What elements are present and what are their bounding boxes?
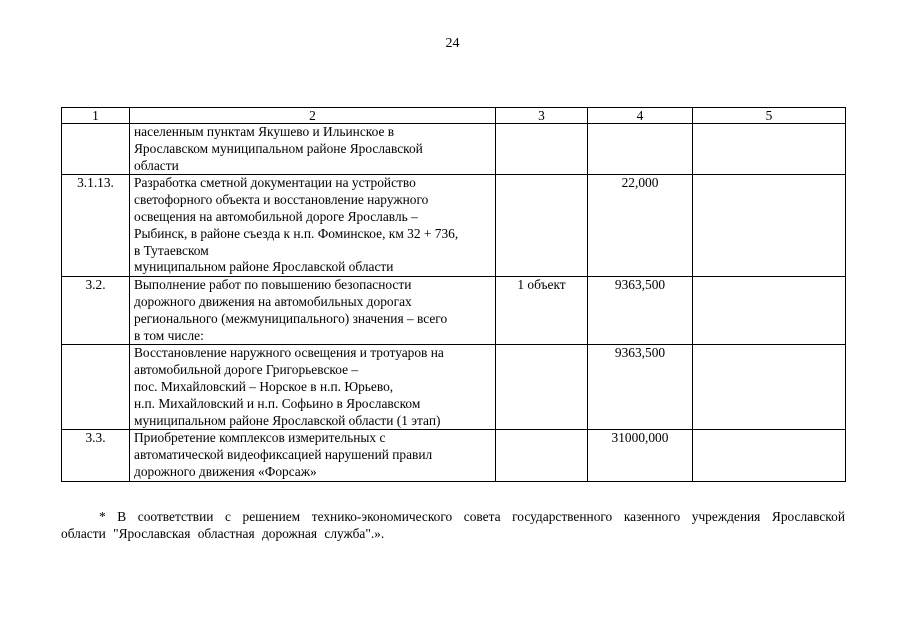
description-line: Выполнение работ по повышению безопасности [134,277,412,293]
row-quantity [496,430,588,481]
description-line: дорожного движения «Форсаж» [134,463,317,479]
row-number: 3.2. [62,277,130,345]
page-number: 24 [445,36,460,51]
column-header-2: 2 [130,108,496,124]
row-amount: 9363,500 [588,345,693,430]
column-header-1: 1 [62,108,130,124]
description-line: населенным пунктам Якушево и Ильинское в [134,124,395,139]
row-note [693,430,846,481]
table-row [62,277,846,345]
row-amount [588,124,693,175]
description-line: регионального (межмуниципального) значения – всего [134,310,448,326]
row-amount: 31000,000 [588,430,693,481]
row-number [62,124,130,175]
table-row [62,345,846,430]
description-line: автомобильной дороге Григорьевское – [134,362,359,378]
description-line: муниципальном районе Ярославской области [134,259,394,275]
budget-table [61,107,846,482]
row-quantity [496,345,588,430]
row-quantity [496,124,588,175]
description-line: области [134,157,179,173]
column-header-3: 3 [496,108,588,124]
row-number [62,345,130,430]
table-row [62,430,846,481]
description-line: н.п. Михайловский и н.п. Софьино в Ярославском [134,395,421,411]
table-row [62,124,846,175]
description-line: Рыбинск, в районе съезда к н.п. Фоминское, км 32 + 736, [134,225,459,241]
row-quantity: 1 объект [496,277,588,345]
description-line: светофорного объекта и восстановление наружного [134,192,429,208]
footnote: * В соответствии с решением технико-экономического совета государственного казенного учреждения Ярославской области "Ярославская областная дорожная служба".». [61,509,845,541]
row-amount: 9363,500 [588,277,693,345]
table-header-row [62,108,846,124]
description-line: муниципальном районе Ярославской области (1 этап) [134,412,441,428]
description-line: пос. Михайловский – Норское в н.п. Юрьево, [134,378,394,394]
row-note [693,277,846,345]
row-number: 3.3. [62,430,130,481]
description-line: Приобретение комплексов измерительных с [134,430,386,446]
description-line: в том числе: [134,327,204,343]
row-quantity [496,175,588,277]
row-number: 3.1.13. [62,175,130,277]
row-description [130,175,496,277]
description-line: освещения на автомобильной дороге Ярославль – [134,208,418,224]
row-amount: 22,000 [588,175,693,277]
description-line: Разработка сметной документации на устройство [134,175,416,191]
row-description [130,277,496,345]
description-line: Ярославском муниципальном районе Ярославской [134,140,423,156]
row-note [693,124,846,175]
description-line: автоматической видеофиксацией нарушений правил [134,447,433,463]
row-note [693,345,846,430]
column-header-4: 4 [588,108,693,124]
row-description [130,430,496,481]
column-header-5: 5 [693,108,846,124]
row-description [130,124,496,175]
table-row [62,175,846,277]
row-note [693,175,846,277]
description-line: дорожного движения на автомобильных дорогах [134,293,412,309]
row-description [130,345,496,430]
description-line: Восстановление наружного освещения и тротуаров на [134,345,444,361]
description-line: в Тутаевском [134,242,209,258]
